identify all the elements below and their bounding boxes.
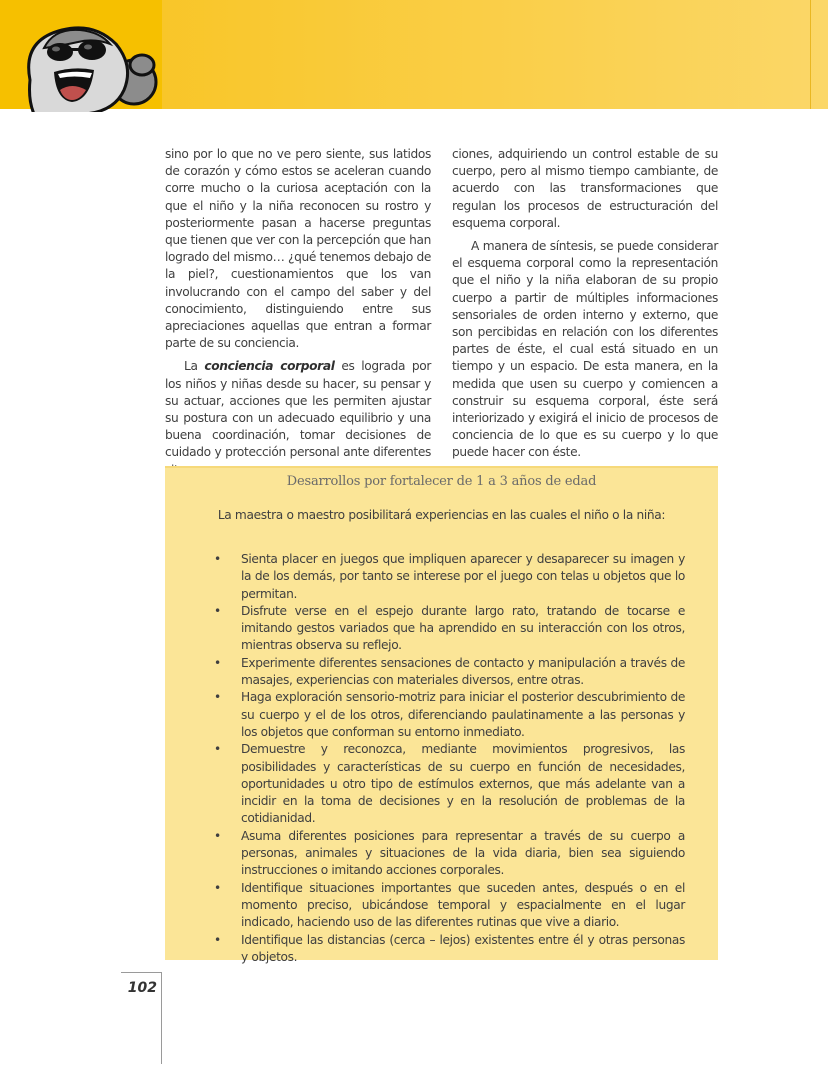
footer-rule-horizontal (121, 972, 161, 973)
list-item-text: Experimente diferentes sensaciones de contacto y manipulación a través de masajes, experiencias con materiales diversos, entre otras. (241, 655, 685, 688)
list-item-text: Demuestre y reconozca, mediante movimientos progresivos, las posibilidades y características de su cuerpo en función de necesidades, oportunidades u otro tipo de estímulos externos, que más adelante van a incidir en la toma de decisiones y en la resolución de problemas de la cotidianidad. (241, 742, 685, 826)
bullet-icon: • (214, 932, 221, 947)
right-paragraph-1: ciones, adquiriendo un control estable de su cuerpo, pero al mismo tiempo cambiante, de acuerdo con las transformaciones que regulan los procesos de estructuración del esquema corporal. (452, 147, 718, 230)
list-item (214, 932, 685, 967)
bullet-icon: • (214, 552, 221, 566)
list-item (214, 603, 685, 655)
mascot-icon (14, 20, 162, 112)
box-intro: La maestra o maestro posibilitará experiencias en las cuales el niño o la niña: (217, 508, 666, 522)
left-paragraph-1: sino por lo que no ve pero siente, sus latidos de corazón y cómo estos se aceleran cuando corre mucho o la curiosa aceptación con la que el niño y la niña reconocen su rostro y posteriormente pasan a hacerse preguntas que tienen que ver con la percepción que han logrado del mismo… ¿qué tenemos debajo de la piel?, cuestionamientos que los van involucrando con el campo del saber y del conocimiento, distinguiendo entre sus apreciaciones aquellas que entran a formar parte de su conciencia. (165, 147, 432, 351)
bullet-icon: • (214, 880, 221, 895)
list-item-text: Identifique las distancias (cerca – lejos) existentes entre él y otras personas y objetos. (241, 932, 685, 964)
right-paragraph-2: A manera de síntesis, se puede considerar el esquema corporal como la representación que el niño y la niña elaboran de su propio cuerpo a partir de múltiples informaciones sensoriales de orden interno y externo, que son percibidas en relación con los diferentes partes de éste, el cual está situado en un tiempo y un espacio. De esta manera, en la medida que usen su cuerpo y comiencen a construir su esquema corporal, éste será interiorizado y exigirá el inicio de procesos de conciencia de lo que es su cuerpo y lo que puede hacer con éste. (452, 239, 718, 460)
left-text-column (165, 146, 431, 479)
box-title: Desarrollos por fortalecer de 1 a 3 años de edad (286, 474, 597, 489)
header-band (0, 0, 828, 109)
developments-box (165, 466, 718, 964)
list-item (214, 551, 685, 603)
list-item (214, 828, 685, 880)
bullet-icon: • (214, 742, 221, 757)
left-paragraph-2 (165, 358, 431, 478)
developments-list (214, 551, 685, 966)
bullet-icon: • (214, 690, 221, 705)
bullet-icon: • (214, 603, 221, 618)
right-text-column (452, 146, 718, 462)
page-number: 102 (127, 980, 157, 996)
list-item-text: Asuma diferentes posiciones para representar a través de su cuerpo a personas, animales y situaciones de la vida diaria, bien sea siguiendo instrucciones o imitando acciones corporales. (241, 828, 685, 878)
list-item-text: Haga exploración sensorio-motriz para iniciar el posterior descubrimiento de su cuerpo y el de los otros, diferenciando paulatinamente a las personas y los objetos que conforman su entorno inmediato. (241, 690, 685, 739)
list-item-text: Sienta placer en juegos que impliquen aparecer y desaparecer su imagen y la de los demás, por tanto se interese por el juego con telas u objetos que lo permitan. (241, 552, 685, 601)
list-item (214, 880, 685, 932)
left-paragraph-2-lead: La (184, 359, 205, 374)
header-edge-line (810, 0, 811, 109)
bullet-icon: • (214, 828, 221, 843)
footer-rule-vertical (161, 972, 162, 1064)
left-paragraph-2-rest: es lograda por los niños y niñas desde su hacer, su pensar y su actuar, acciones que les permiten ajustar su postura con un adecuado equilibrio y una buena coordinación, tomar decisiones de cuidado y protección personal ante diferentes (165, 359, 431, 460)
logo-box (0, 0, 162, 109)
bullet-icon: • (214, 655, 221, 670)
term-conciencia-corporal: conciencia corporal (204, 359, 335, 374)
list-item (214, 741, 685, 827)
list-item (214, 655, 685, 690)
list-item-text: Disfrute verse en el espejo durante largo rato, tratando de tocarse e imitando gestos variados que ha aprendido en su interacción con los otros, mientras observa su reflejo. (241, 603, 685, 653)
list-item (214, 689, 685, 741)
list-item-text: Identifique situaciones importantes que suceden antes, después o en el momento preciso, ubicándose temporal y espacialmente en el lugar indicado, haciendo uso de las diferentes rutinas que vive a diario. (241, 880, 685, 930)
